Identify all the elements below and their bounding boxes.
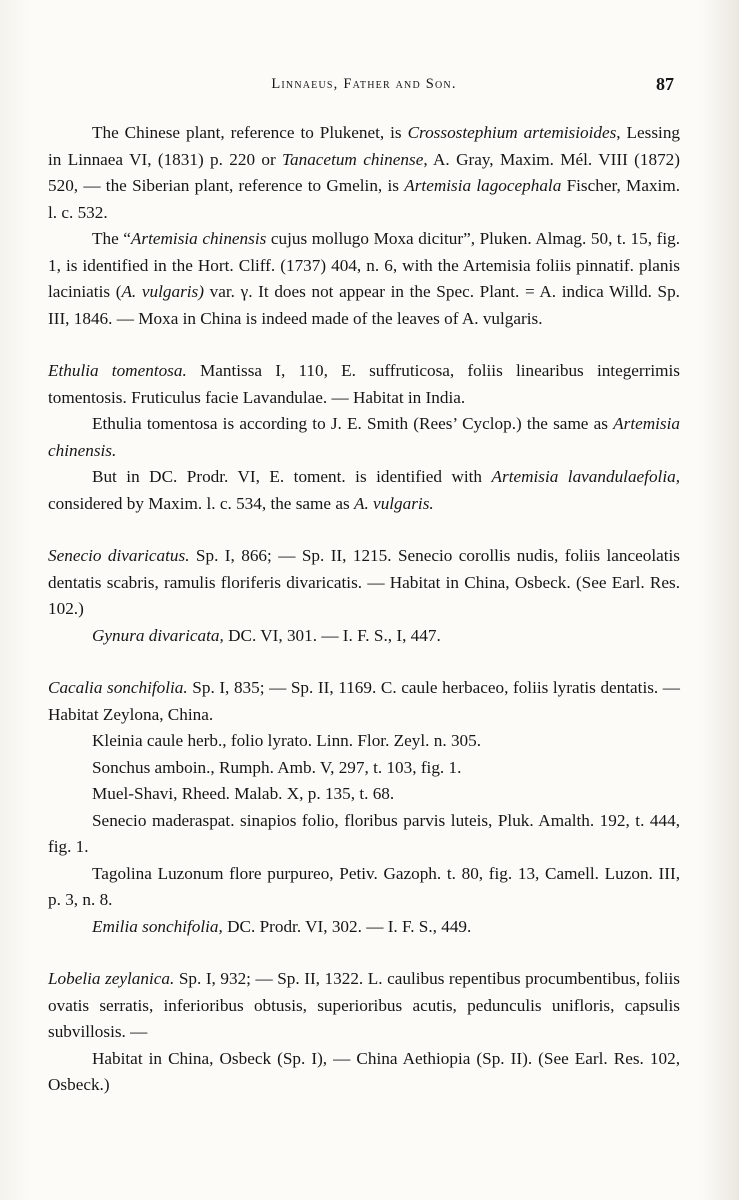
paragraph-lobelia-habitat: Habitat in China, Osbeck (Sp. I), — China Aethiopia (Sp. II). (See Earl. Res. 102, Osbeck.) xyxy=(48,1048,680,1094)
text-run: But in DC. Prodr. VI, E. toment. is identified with xyxy=(92,467,492,486)
text-run: considered by Maxim. l. c. 534, the same as xyxy=(48,493,354,513)
text-run: Sp. I, 932; — Sp. II, 1322. L. caulibus repentibus procumbentibus, foliis ovatis serratis, inferioribus obtusis, superioribus acutis, pedunculis unifloris, capsulis subvillosis. — xyxy=(48,969,680,1041)
text-run: Fischer, Maxim. l. c. 532. xyxy=(48,176,681,222)
running-head: Linnaeus, Father and Son. xyxy=(271,76,457,92)
page-number: 87 xyxy=(656,74,674,94)
entry-senecio-divaricatus xyxy=(48,543,680,623)
text-run: DC. VI, 301. — I. F. S., I, 447. xyxy=(223,625,441,645)
text-run: The “ xyxy=(92,229,131,248)
entry-cacalia-sonchifolia xyxy=(48,675,680,728)
taxon-name: Tanacetum chinense xyxy=(282,149,424,169)
entry-heading: Lobelia zeylanica. xyxy=(48,969,175,988)
paragraph-ethulia-smith xyxy=(48,411,680,464)
synonym-gynura xyxy=(48,623,680,650)
paragraph-artemisia-chinensis xyxy=(48,226,680,332)
taxon-name: Gynura divaricata, xyxy=(92,625,224,645)
citation-tagolina: Tagolina Luzonum flore purpureo, Petiv. Gazoph. t. 80, fig. 13, Camell. Luzon. III, p. 3, n. 8. xyxy=(48,863,680,909)
text-run: cujus mollugo Moxa dicitur”, Pluken. Almag. 50, t. 15, fig. 1, is identified in the Hort. Cliff. (1737) 404, n. 6, with the Artemisia foliis pinnatif. planis laciniatis ( xyxy=(48,229,680,301)
text-run: Sp. I, 835; — Sp. II, 1169. C. caule herbaceo, foliis lyratis dentatis. — Habitat Zeylona, China. xyxy=(48,678,680,724)
text-run: Mantissa I, 110, E. suffruticosa, foliis linearibus integerrimis tomentosis. Fruticulus facie Lavandulae. — Habitat in India. xyxy=(48,361,680,407)
text-run: DC. Prodr. VI, 302. — I. F. S., 449. xyxy=(222,916,472,936)
paragraph-ethulia-dc xyxy=(48,464,680,517)
taxon-name: Artemisia chinensis. xyxy=(48,414,680,460)
taxon-name: Emilia sonchifolia, xyxy=(92,916,223,936)
entry-heading: Senecio divaricatus. xyxy=(48,546,190,565)
taxon-name: Artemisia chinensis xyxy=(130,229,267,248)
page-body xyxy=(48,120,680,1099)
taxon-name: Artemisia lagocephala xyxy=(404,176,562,195)
synonym-emilia xyxy=(48,914,680,941)
text-run: , Lessing in Linnaea VI, (1831) p. 220 or xyxy=(48,123,681,169)
page-header xyxy=(48,76,680,100)
text-run: , A. Gray, Maxim. Mél. VIII (1872) 520, — the Siberian plant, reference to Gmelin, is xyxy=(48,149,680,195)
citation-senecio-maderaspat: Senecio maderaspat. sinapios folio, floribus parvis luteis, Pluk. Amalth. 192, t. 444, fig. 1. xyxy=(48,810,680,856)
entry-lobelia-zeylanica xyxy=(48,966,680,1046)
entry-heading: Ethulia tomentosa. xyxy=(48,361,187,380)
taxon-name: A. vulgaris) xyxy=(121,282,204,301)
entry-ethulia-tomentosa xyxy=(48,358,680,411)
taxon-name: Artemisia lavandulaefolia, xyxy=(491,467,680,486)
section-gap xyxy=(48,940,680,966)
text-run: var. γ. It does not appear in the Spec. Plant. = A. indica Willd. Sp. III, 1846. — Moxa in China is indeed made of the leaves of A. vulgaris. xyxy=(48,282,680,328)
citation-muel-shavi: Muel-Shavi, Rheed. Malab. X, p. 135, t. 68. xyxy=(92,784,395,803)
citation-sonchus: Sonchus amboin., Rumph. Amb. V, 297, t. 103, fig. 1. xyxy=(92,757,462,777)
text-run: The Chinese plant, reference to Plukenet, is xyxy=(92,123,408,142)
text-run: Sp. I, 866; — Sp. II, 1215. Senecio corollis nudis, foliis lanceolatis dentatis scabris, ramulis floriferis divaricatis. — Habitat in China, Osbeck. (See Earl. Res. 102.) xyxy=(48,546,680,618)
taxon-name: A. vulgaris. xyxy=(353,493,434,513)
section-gap xyxy=(48,649,680,675)
citation-kleinia: Kleinia caule herb., folio lyrato. Linn. Flor. Zeyl. n. 305. xyxy=(92,731,482,750)
text-run: Ethulia tomentosa is according to J. E. Smith (Rees’ Cyclop.) the same as xyxy=(92,414,614,433)
taxon-name: Crossostephium artemisioides xyxy=(407,123,617,142)
section-gap xyxy=(48,332,680,358)
section-gap xyxy=(48,517,680,543)
entry-heading: Cacalia sonchifolia. xyxy=(48,678,188,697)
paragraph-chinese-plant xyxy=(48,120,680,226)
